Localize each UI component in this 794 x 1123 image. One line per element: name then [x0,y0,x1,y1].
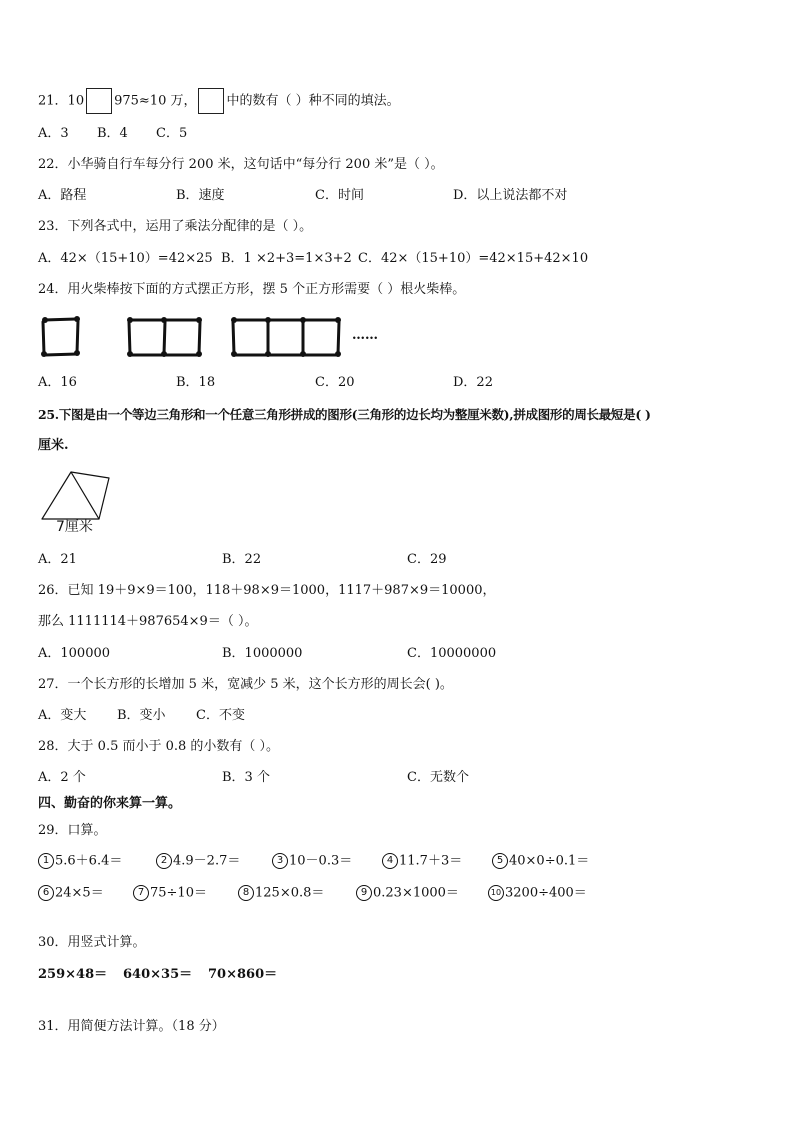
circled-number-4: 4 [382,853,398,869]
oral-expr-10: 3200÷400＝ [505,885,587,901]
circled-number-6: 6 [38,885,54,901]
oral-item-9 [356,885,459,902]
oral-item-4 [382,853,462,870]
q28-option-a[interactable]: A．2 个 [38,770,86,785]
oral-item-1 [38,853,122,870]
oral-item-3 [272,853,352,870]
q21-stem [38,88,400,114]
circled-number-10: 10 [488,885,504,901]
oral-expr-7: 75÷10＝ [150,885,207,901]
oral-expr-3: 10－0.3＝ [289,853,353,869]
oral-item-6 [38,885,104,902]
q30-item-1: 259×48＝ [38,967,108,982]
oral-expr-8: 125×0.8＝ [255,885,325,901]
q21-prefix: 21．10 [38,93,85,109]
circled-number-7: 7 [133,885,149,901]
q21-end: 中的数有（ ）种不同的填法。 [226,93,400,109]
q27-option-b[interactable]: B．变小 [117,708,166,723]
q22-stem: 22．小华骑自行车每分行 200 米，这句话中“每分行 200 米”是（ ）。 [38,157,444,172]
q22-option-a[interactable]: A．路程 [38,188,87,203]
q22-option-c[interactable]: C．时间 [315,188,364,203]
q28-stem: 28．大于 0.5 而小于 0.8 的小数有（ ）。 [38,739,280,754]
triangle-figure [38,468,118,524]
q25-stem-line2: 厘米. [38,438,69,453]
q25-option-a[interactable]: A．21 [38,552,77,567]
q24-option-d[interactable]: D．22 [453,375,493,390]
q26-option-a[interactable]: A．100000 [38,646,111,661]
q31-stem: 31．用简便方法计算。（18 分） [38,1019,225,1034]
q28-option-c[interactable]: C．无数个 [407,770,469,785]
oral-item-10 [488,885,587,902]
blank-box-2[interactable] [198,88,224,114]
q22-option-d[interactable]: D．以上说法都不对 [453,188,568,203]
q25-stem-line1: 25.下图是由一个等边三角形和一个任意三角形拼成的图形(三角形的边长均为整厘米数),拼成图形的周长最短是( ) [38,407,651,422]
q30-item-2: 640×35＝ [123,967,193,982]
circled-number-1: 1 [38,853,54,869]
oral-item-5 [492,853,589,870]
oral-expr-6: 24×5＝ [55,885,104,901]
q30-item-3: 70×860＝ [208,967,278,982]
blank-box-1[interactable] [86,88,112,114]
oral-item-8 [238,885,324,902]
q26-option-b[interactable]: B．1000000 [222,646,303,661]
q23-option-b[interactable]: B．1 ×2+3=1×3+2 [221,251,352,266]
circled-number-3: 3 [272,853,288,869]
q22-option-b[interactable]: B．速度 [176,188,225,203]
q28-option-b[interactable]: B．3 个 [222,770,270,785]
q24-stem: 24．用火柴棒按下面的方式摆正方形，摆 5 个正方形需要（ ）根火柴棒。 [38,282,466,297]
q24-option-c[interactable]: C．20 [315,375,355,390]
q26-stem-line2: 那么 1111114＋987654×9＝（ ）。 [38,614,258,629]
q24-option-a[interactable]: A．16 [38,375,77,390]
q21-option-b[interactable]: B．4 [97,126,128,141]
q25-option-b[interactable]: B．22 [222,552,262,567]
circled-number-2: 2 [156,853,172,869]
circled-number-8: 8 [238,885,254,901]
q23-option-a[interactable]: A．42×（15+10）=42×25 [38,251,213,266]
triangle-side-label: 7厘米 [56,519,93,535]
circled-number-9: 9 [356,885,372,901]
q25-option-c[interactable]: C．29 [407,552,447,567]
continuation-dots: …… [352,328,378,343]
q29-stem: 29．口算。 [38,823,107,838]
q23-option-c[interactable]: C．42×（15+10）=42×15+42×10 [358,251,589,266]
section-4-title: 四、勤奋的你来算一算。 [38,796,182,811]
q30-stem: 30．用竖式计算。 [38,935,146,950]
oral-expr-5: 40×0÷0.1＝ [509,853,590,869]
q21-mid: 975≈10 万， [114,93,197,109]
oral-expr-2: 4.9－2.7＝ [173,853,241,869]
q23-stem: 23．下列各式中，运用了乘法分配律的是（ ）。 [38,219,313,234]
oral-expr-9: 0.23×1000＝ [373,885,459,901]
q26-option-c[interactable]: C．10000000 [407,646,497,661]
q24-option-b[interactable]: B．18 [176,375,216,390]
q27-option-c[interactable]: C．不变 [196,708,245,723]
q27-stem: 27．一个长方形的长增加 5 米，宽减少 5 米，这个长方形的周长会( )。 [38,677,453,692]
matchstick-figure [38,314,378,360]
oral-item-2 [156,853,240,870]
q27-option-a[interactable]: A．变大 [38,708,87,723]
oral-expr-4: 11.7＋3＝ [399,853,463,869]
oral-expr-1: 5.6＋6.4＝ [55,853,123,869]
q26-stem-line1: 26．已知 19＋9×9＝100，118＋98×9＝1000，1117＋987×9＝10000， [38,583,496,598]
q21-option-a[interactable]: A．3 [38,126,69,141]
circled-number-5: 5 [492,853,508,869]
q21-option-c[interactable]: C．5 [156,126,188,141]
oral-item-7 [133,885,207,902]
